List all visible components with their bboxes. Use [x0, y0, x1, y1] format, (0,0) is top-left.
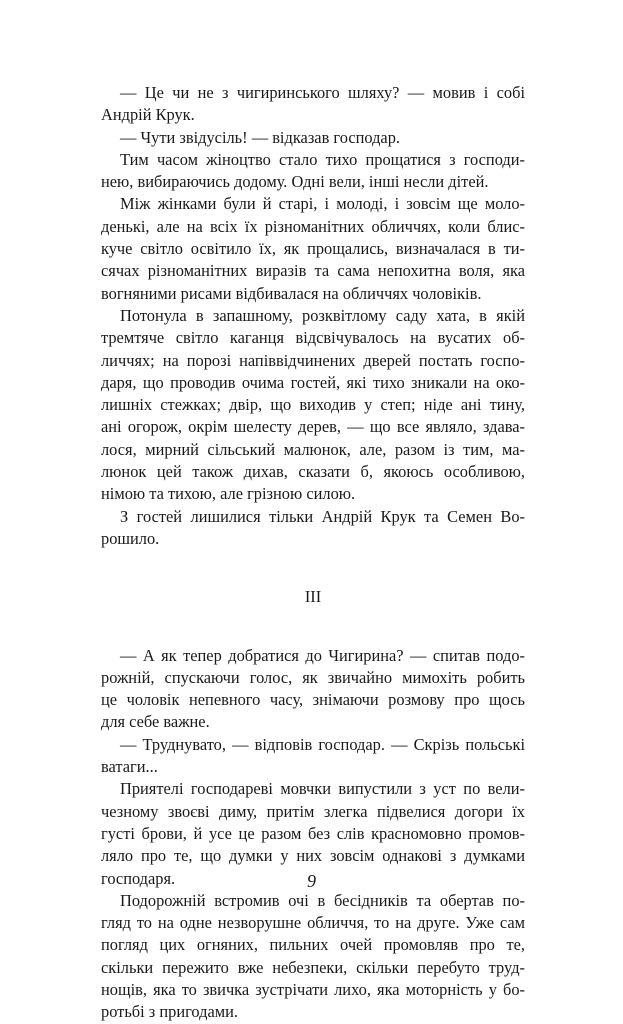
- paragraph: [101, 890, 525, 1024]
- text-line: лишніх стежках; двір, що виходив у степ; ніде ані тину,: [101, 395, 525, 415]
- section-part-1: [101, 82, 525, 550]
- text-line: це чоловік непевного часу, знімаючи розмову про щось: [101, 690, 525, 710]
- paragraph: [101, 645, 525, 734]
- text-line: куче світло освітило їх, як прощались, визначалася в ти-: [101, 239, 525, 259]
- text-line: — Це чи не з чигиринського шляху? — мовив і собі: [120, 83, 525, 102]
- text-line: рошило.: [101, 528, 160, 548]
- text-line: густі брови, й усе це разом без слів красномовно промов-: [101, 823, 525, 843]
- text-line: ватаги...: [101, 757, 158, 777]
- text-line: даря, що проводив очима гостей, які тихо зникали на око-: [101, 372, 525, 392]
- text-line: ляло про те, що думки у них зовсім однакові з думками: [101, 846, 525, 866]
- text-line: — А як тепер добратися до Чигирина? — спитав подо-: [120, 645, 525, 665]
- page-number: 9: [307, 871, 316, 891]
- paragraph: [101, 734, 525, 779]
- text-line: Андрій Крук.: [101, 105, 195, 125]
- text-line: для себе важне.: [101, 712, 210, 732]
- text-line: денькі, але на всіх їх різноманітних обличчях, коли блис-: [101, 216, 525, 236]
- text-line: рожній, спускаючи голос, як звичайно мимохіть робить: [101, 667, 525, 687]
- paragraph: [101, 305, 525, 506]
- section-part-2: [101, 645, 525, 1024]
- text-line: німою та тихою, але грізною силою.: [101, 484, 356, 504]
- text-line: нощів, яка то звичка зустрічати лихо, яка моторність у бо-: [101, 979, 525, 999]
- text-line: Приятелі господареві мовчки випустили з уст по вели-: [120, 779, 525, 799]
- text-line: господаря.: [101, 868, 176, 888]
- text-line: ані огорож, окрім шелесту дерев, — що все являло, здава-: [101, 417, 525, 437]
- text-line: погляд цих огняних, пильних очей промовляв про те,: [101, 935, 525, 955]
- text-line: — Чути звідусіль! — відказав господар.: [120, 127, 401, 147]
- text-line: лося, мирний сільський малюнок, але, разом із тим, ма-: [101, 439, 525, 459]
- text-line: Тим часом жіноцтво стало тихо прощатися з господи-: [120, 149, 525, 169]
- text-line: Потонула в запашному, розквітлому саду хата, в якій: [120, 305, 525, 325]
- text-line: ротьбі з пригодами.: [101, 1002, 239, 1022]
- paragraph: [101, 149, 525, 194]
- text-line: скільки пережито вже небезпеки, скільки перебуто труд-: [101, 957, 525, 977]
- text-line: — Труднувато, — відповів господар. — Скрізь польські: [120, 734, 525, 754]
- chapter-heading: III: [304, 587, 322, 607]
- text-line: люнок цей також дихав, сказати б, якоюсь особливою,: [101, 462, 525, 482]
- text-line: гляд то на одне незворушне обличчя, то на друге. Уже сам: [101, 913, 525, 933]
- paragraph: [101, 82, 525, 127]
- text-line: чезному звоєві диму, притім злегка підвелися догори їх: [101, 801, 525, 821]
- text-line: Між жінками були й старі, і молоді, і зовсім ще моло-: [120, 194, 525, 214]
- paragraph: [101, 127, 525, 149]
- text-line: личчях; на порозі напіввідчинених дверей постать госпо-: [101, 350, 525, 370]
- text-line: нею, вибираючись додому. Одні вели, інші несли дітей.: [101, 172, 489, 192]
- text-line: сячах різноманітних виразів та сама непохитна воля, яка: [101, 261, 525, 281]
- text-line: Подорожній встромив очі в бесідників та обертав по-: [120, 890, 525, 910]
- text-line: тремтяче світло каганця відсвічувалось на вусатих об-: [101, 328, 525, 348]
- paragraph: [101, 506, 525, 551]
- text-line: вогняними рисами відбивалася на обличчях чоловіків.: [101, 283, 482, 303]
- paragraph: [101, 193, 525, 304]
- text-line: З гостей лишилися тільки Андрій Крук та Семен Во-: [120, 506, 525, 526]
